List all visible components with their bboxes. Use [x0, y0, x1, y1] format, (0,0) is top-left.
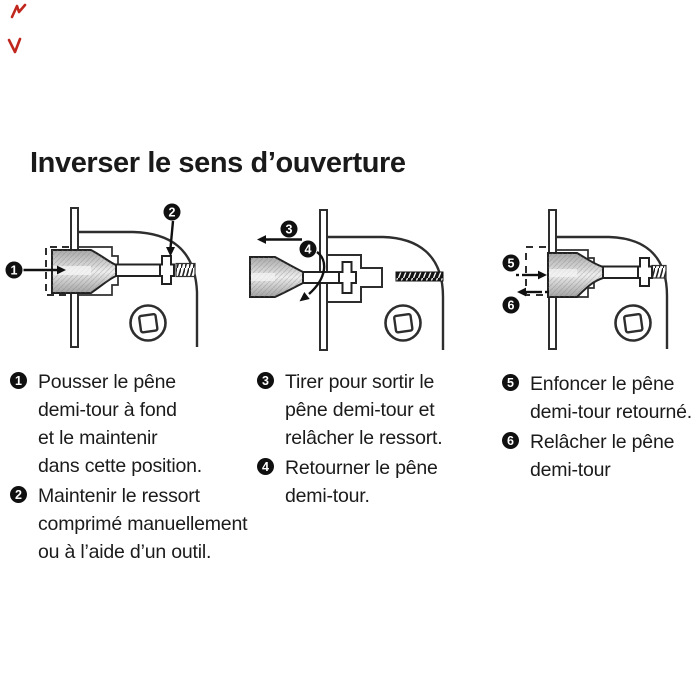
svg-text:6: 6 — [507, 298, 515, 313]
svg-text:5: 5 — [507, 256, 515, 271]
rotate-arrow-head — [297, 292, 310, 305]
step-item-4 — [257, 454, 482, 510]
latch-cross-end — [638, 258, 652, 286]
spindle-square — [139, 314, 158, 333]
step-number-badge: 5 — [502, 374, 519, 391]
step-text: Relâcher le pêne demi-tour — [530, 431, 675, 481]
steps-column-2 — [257, 368, 482, 510]
latch-ghost-dashed — [526, 247, 546, 295]
step-text: Tirer pour sortir le pêne demi-tour et relâcher le ressort. — [285, 371, 443, 449]
pull-arrow-head — [257, 235, 266, 244]
page-title: Inverser le sens d’ouverture — [30, 147, 406, 179]
svg-text:4: 4 — [304, 242, 312, 257]
diagram-push-latch — [5, 198, 230, 358]
step-item-2 — [10, 482, 250, 566]
insert-arrow-head — [538, 271, 547, 280]
step-text: Pousser le pêne demi-tour à fond et le maintenir dans cette position. — [38, 371, 203, 477]
step-item-5 — [502, 370, 700, 426]
diagram-reinsert-latch — [483, 198, 698, 358]
hold-arrow — [171, 221, 174, 248]
diagram-pull-rotate-latch — [243, 198, 468, 358]
latch-head-highlight — [549, 269, 577, 277]
spring-compressed-icon — [396, 272, 443, 281]
step-number-badge: 4 — [257, 458, 274, 475]
spring-icon — [176, 264, 195, 277]
latch-head-highlight — [251, 273, 275, 281]
steps-column-3 — [502, 370, 700, 484]
steps-column-1 — [10, 368, 250, 566]
svg-text:1: 1 — [10, 263, 18, 278]
step-number-badge: 3 — [257, 372, 274, 389]
release-arrow-head — [517, 288, 526, 297]
spring-icon — [652, 266, 666, 279]
svg-text:2: 2 — [168, 205, 176, 220]
red-corner-marks-icon — [4, 2, 34, 60]
latch-cross-end — [160, 256, 174, 284]
step-text: Maintenir le ressort comprimé manuellement ou à l’aide d’un outil. — [38, 485, 248, 563]
step-number-badge: 6 — [502, 432, 519, 449]
step-item-3 — [257, 368, 482, 452]
step-item-6 — [502, 428, 700, 484]
svg-text:3: 3 — [285, 222, 293, 237]
step-text: Retourner le pêne demi-tour. — [285, 457, 438, 507]
step-number-badge: 1 — [10, 372, 27, 389]
spindle-square — [394, 314, 413, 333]
latch-shaft — [603, 267, 638, 279]
latch-shaft — [116, 265, 160, 277]
step-item-1 — [10, 368, 250, 480]
step-number-badge: 2 — [10, 486, 27, 503]
spindle-square — [624, 314, 643, 333]
step-text: Enfoncer le pêne demi-tour retourné. — [530, 373, 693, 423]
